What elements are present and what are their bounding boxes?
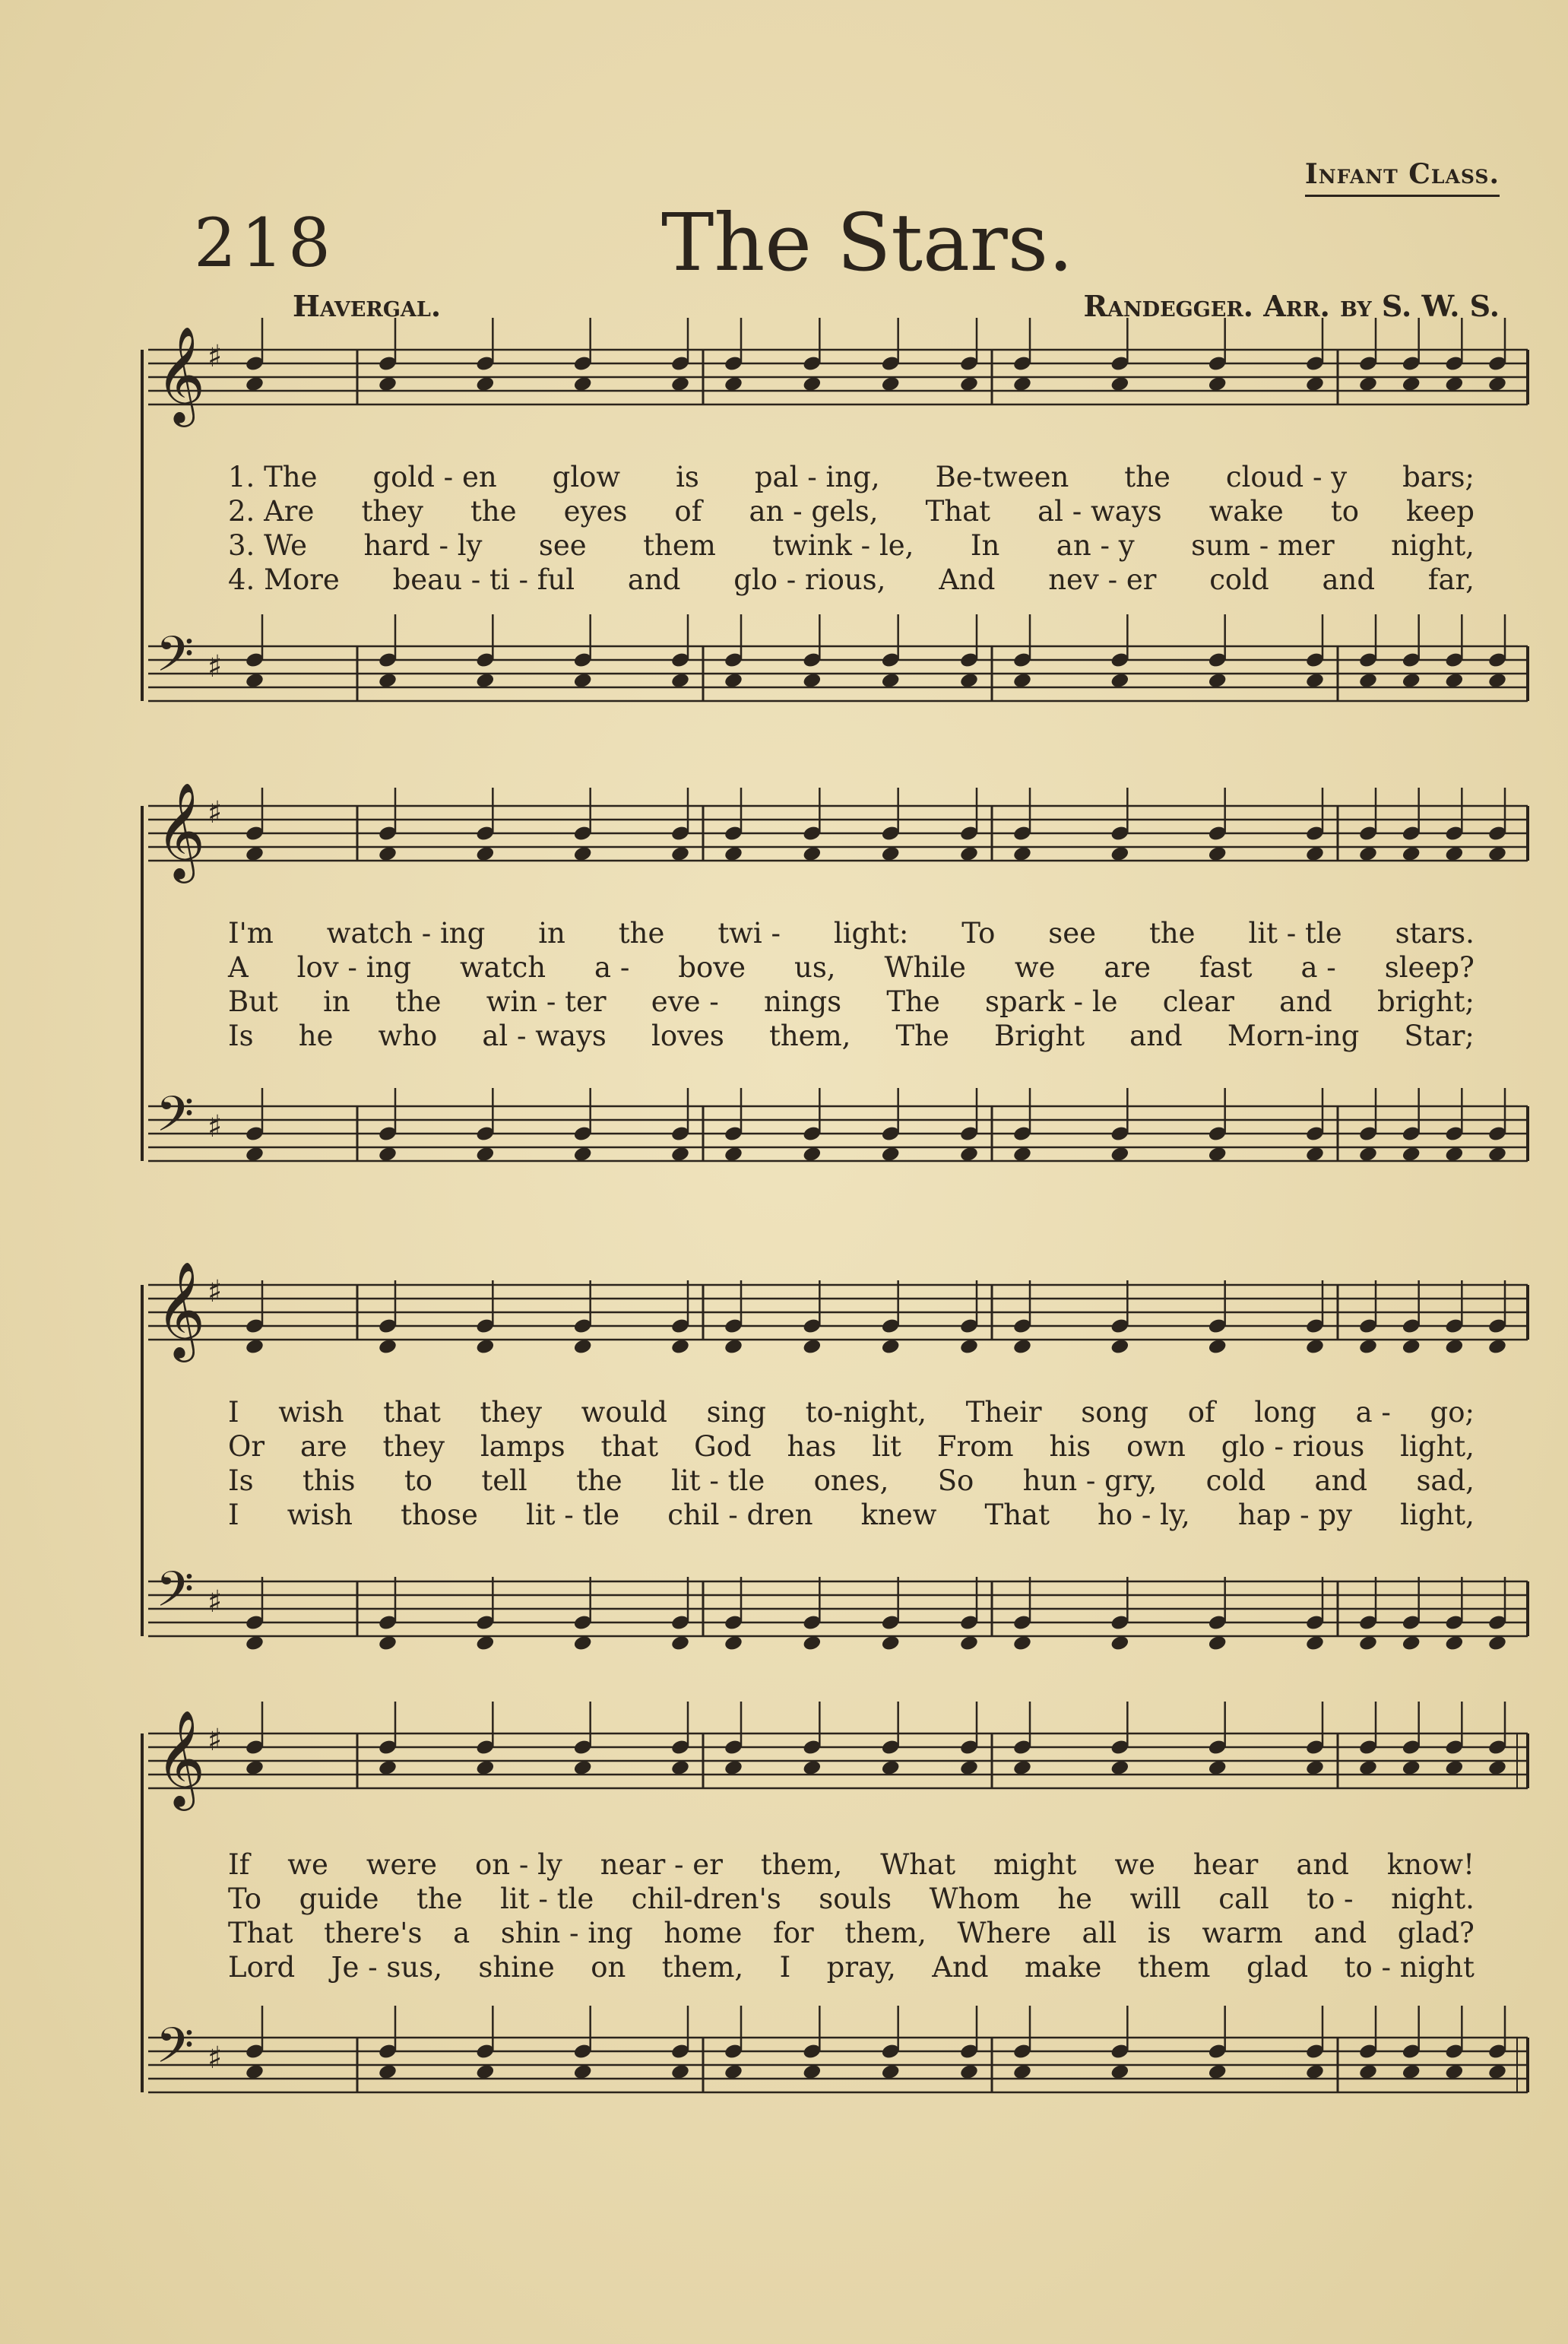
lyric-syllable: That: [984, 1499, 1050, 1531]
lyric-syllable: pray,: [826, 1951, 896, 1984]
lyric-syllable: souls: [819, 1882, 892, 1915]
hymn-number: 218: [194, 204, 335, 282]
lyric-syllable: lamps: [480, 1430, 565, 1463]
lyric-syllable: hear: [1193, 1848, 1259, 1881]
lyric-syllable: song: [1081, 1396, 1149, 1429]
lyric-syllable: his: [1049, 1430, 1091, 1463]
lyric-syllable: on - ly: [474, 1848, 562, 1881]
lyric-syllable: lit - tle: [526, 1499, 620, 1531]
lyric-syllable: and: [1296, 1848, 1349, 1881]
lyric-syllable: chil - dren: [667, 1499, 813, 1531]
composer-credit: Randegger. Arr. by S. W. S.: [1083, 289, 1500, 323]
lyric-syllable: who: [378, 1020, 438, 1052]
lyric-syllable: bright;: [1376, 985, 1475, 1018]
lyric-syllable: That: [228, 1917, 293, 1949]
lyrics-system-3: [228, 1395, 1475, 1532]
lyric-syllable: this: [302, 1464, 356, 1497]
lyrics-system-2: [228, 916, 1475, 1053]
lyric-syllable: a -: [594, 951, 630, 984]
lyric-syllable: the: [1124, 461, 1170, 493]
lyric-line: [228, 1429, 1475, 1464]
lyric-syllable: Be-tween: [935, 461, 1069, 493]
lyric-syllable: In: [970, 529, 1000, 562]
lyric-syllable: glow: [552, 461, 621, 493]
lyric-syllable: call: [1218, 1882, 1269, 1915]
treble-clef: 𝄞: [156, 782, 206, 879]
lyric-syllable: are: [1104, 951, 1151, 984]
lyric-syllable: all: [1082, 1917, 1117, 1949]
lyric-syllable: know!: [1386, 1848, 1475, 1881]
lyric-syllable: eve -: [651, 985, 719, 1018]
lyric-syllable: chil-dren's: [631, 1882, 781, 1915]
lyric-syllable: in: [323, 985, 350, 1018]
treble-clef: 𝄞: [156, 1261, 206, 1358]
lyric-syllable: sing: [706, 1396, 766, 1429]
lyric-syllable: were: [366, 1848, 437, 1881]
lyric-syllable: sum - mer: [1191, 529, 1335, 562]
lyric-syllable: guide: [299, 1882, 379, 1915]
lyric-syllable: Their: [965, 1396, 1042, 1429]
lyric-syllable: are: [299, 1430, 347, 1463]
lyric-syllable: an - gels,: [749, 495, 879, 528]
lyric-syllable: go;: [1430, 1396, 1475, 1429]
lyric-syllable: and: [1314, 1464, 1368, 1497]
lyric-line: [228, 1019, 1475, 1053]
lyric-syllable: is: [676, 461, 699, 493]
lyric-syllable: wake: [1208, 495, 1284, 528]
lyric-syllable: a: [453, 1917, 470, 1949]
bass-clef: 𝄢: [156, 1086, 195, 1155]
lyric-syllable: and: [1322, 563, 1376, 596]
lyric-line: [228, 950, 1475, 985]
lyric-line: [228, 563, 1475, 597]
lyric-syllable: an - y: [1056, 529, 1135, 562]
lyric-syllable: the: [394, 985, 442, 1018]
lyric-syllable: Je - sus,: [331, 1951, 442, 1984]
lyric-syllable: warm: [1202, 1917, 1283, 1949]
lyric-syllable: us,: [794, 951, 836, 984]
lyric-syllable: fast: [1199, 951, 1253, 984]
lyric-syllable: twink - le,: [772, 529, 914, 562]
lyric-syllable: lit - tle: [500, 1882, 594, 1915]
lyric-syllable: them,: [768, 1020, 851, 1052]
lyric-syllable: of: [674, 495, 702, 528]
lyric-syllable: that: [383, 1396, 441, 1429]
lyric-syllable: al - ways: [1037, 495, 1162, 528]
lyric-syllable: 3. We: [228, 529, 307, 562]
lyric-syllable: watch - ing: [326, 917, 486, 950]
lyric-syllable: a -: [1300, 951, 1336, 984]
lyric-syllable: Morn-ing: [1227, 1020, 1360, 1052]
lyric-syllable: see: [1048, 917, 1097, 950]
lyric-syllable: And: [939, 563, 996, 596]
lyric-syllable: Is: [228, 1464, 254, 1497]
lyric-syllable: hap - py: [1237, 1499, 1352, 1531]
lyric-syllable: From: [936, 1430, 1014, 1463]
lyric-syllable: twi -: [717, 917, 781, 950]
lyric-syllable: gold - en: [372, 461, 497, 493]
lyric-syllable: ho - ly,: [1098, 1499, 1190, 1531]
lyric-syllable: lit - tle: [1248, 917, 1342, 950]
lyric-syllable: Star;: [1404, 1020, 1475, 1052]
lyrics-system-1: [228, 460, 1475, 597]
lyric-line: [228, 494, 1475, 528]
section-label: Infant Class.: [1305, 158, 1500, 197]
lyric-syllable: ones,: [813, 1464, 889, 1497]
lyric-syllable: to - night: [1344, 1951, 1475, 1984]
lyric-syllable: If: [228, 1848, 250, 1881]
key-signature-sharp: ♯: [207, 649, 223, 684]
lyric-syllable: To: [228, 1882, 262, 1915]
lyric-syllable: al - ways: [482, 1020, 607, 1052]
lyric-syllable: watch: [459, 951, 546, 984]
lyric-syllable: What: [880, 1848, 956, 1881]
lyric-syllable: to -: [1307, 1882, 1354, 1915]
lyric-syllable: I: [228, 1396, 239, 1429]
lyric-syllable: to: [1330, 495, 1359, 528]
lyric-syllable: and: [1313, 1917, 1367, 1949]
lyric-syllable: But: [228, 985, 278, 1018]
lyric-syllable: To: [961, 917, 996, 950]
lyric-syllable: glad?: [1397, 1917, 1475, 1949]
lyric-line: [228, 1395, 1475, 1429]
lyric-syllable: he: [1057, 1882, 1093, 1915]
lyric-syllable: we: [1114, 1848, 1155, 1881]
lyric-syllable: them: [643, 529, 716, 562]
lyric-syllable: The: [886, 985, 940, 1018]
lyric-syllable: light,: [1400, 1499, 1475, 1531]
lyric-syllable: pal - ing,: [754, 461, 880, 493]
lyric-syllable: shine: [478, 1951, 555, 1984]
lyric-syllable: to: [404, 1464, 432, 1497]
lyric-syllable: Bright: [993, 1020, 1085, 1052]
lyric-syllable: night.: [1391, 1882, 1475, 1915]
lyric-syllable: 1. The: [228, 461, 318, 493]
lyric-syllable: own: [1126, 1430, 1186, 1463]
lyric-syllable: we: [1014, 951, 1056, 984]
lyric-syllable: them,: [661, 1951, 744, 1984]
treble-clef: 𝄞: [156, 1709, 206, 1806]
lyric-line: [228, 1950, 1475, 1984]
lyric-syllable: cold: [1205, 1464, 1266, 1497]
lyric-syllable: light,: [1400, 1430, 1475, 1463]
treble-clef: 𝄞: [156, 325, 206, 423]
lyric-syllable: Whom: [929, 1882, 1020, 1915]
lyric-syllable: near - er: [600, 1848, 723, 1881]
lyric-syllable: So: [937, 1464, 974, 1497]
key-signature-sharp: ♯: [207, 1584, 223, 1619]
lyric-line: [228, 460, 1475, 494]
lyric-syllable: lit: [872, 1430, 901, 1463]
lyric-syllable: cloud - y: [1225, 461, 1348, 493]
lyric-syllable: and: [1279, 985, 1332, 1018]
lyric-syllable: light:: [833, 917, 909, 950]
lyric-line: [228, 916, 1475, 950]
lyric-syllable: I'm: [228, 917, 274, 950]
lyric-syllable: beau - ti - ful: [392, 563, 575, 596]
lyric-syllable: for: [773, 1917, 814, 1949]
lyric-syllable: the: [618, 917, 665, 950]
lyric-syllable: those: [401, 1499, 478, 1531]
lyric-syllable: win - ter: [486, 985, 607, 1018]
lyric-syllable: The: [895, 1020, 949, 1052]
lyric-syllable: that: [600, 1430, 659, 1463]
lyric-syllable: home: [664, 1917, 743, 1949]
lyric-line: [228, 1916, 1475, 1950]
key-signature-sharp: ♯: [207, 795, 223, 830]
lyric-syllable: see: [538, 529, 587, 562]
lyrics-system-4: [228, 1848, 1475, 1984]
lyric-syllable: glad: [1246, 1951, 1309, 1984]
lyric-syllable: and: [1129, 1020, 1183, 1052]
lyric-syllable: there's: [324, 1917, 423, 1949]
lyric-syllable: knew: [860, 1499, 937, 1531]
lyric-syllable: A: [228, 951, 249, 984]
lyric-syllable: hard - ly: [363, 529, 483, 562]
lyric-syllable: Is: [228, 1020, 254, 1052]
lyric-syllable: the: [417, 1882, 463, 1915]
lyric-syllable: spark - le: [984, 985, 1118, 1018]
bass-clef: 𝄢: [156, 2018, 195, 2086]
lyric-syllable: the: [576, 1464, 622, 1497]
bass-clef: 𝄢: [156, 1562, 195, 1630]
lyric-syllable: on: [591, 1951, 626, 1984]
lyric-syllable: And: [932, 1951, 989, 1984]
lyric-syllable: bove: [678, 951, 746, 984]
lyric-syllable: would: [581, 1396, 667, 1429]
lyric-syllable: I: [779, 1951, 791, 1984]
lyric-syllable: sad,: [1416, 1464, 1475, 1497]
lyric-syllable: the: [1148, 917, 1196, 950]
lyric-syllable: to-night,: [805, 1396, 927, 1429]
lyric-syllable: long: [1254, 1396, 1316, 1429]
lyric-syllable: That: [925, 495, 991, 528]
lyric-syllable: a -: [1355, 1396, 1391, 1429]
lyric-syllable: Or: [228, 1430, 265, 1463]
lyric-syllable: clear: [1162, 985, 1234, 1018]
lyric-syllable: eyes: [563, 495, 628, 528]
lyric-line: [228, 1464, 1475, 1498]
lyric-syllable: Where: [957, 1917, 1051, 1949]
lyric-syllable: night,: [1391, 529, 1475, 562]
lyric-syllable: lov - ing: [296, 951, 412, 984]
lyric-syllable: loves: [651, 1020, 724, 1052]
lyric-syllable: cold: [1209, 563, 1269, 596]
lyric-syllable: they: [382, 1430, 445, 1463]
lyric-syllable: in: [538, 917, 565, 950]
lyric-syllable: shin - ing: [500, 1917, 633, 1949]
lyric-syllable: far,: [1427, 563, 1475, 596]
lyric-syllable: tell: [481, 1464, 527, 1497]
key-signature-sharp: ♯: [207, 2041, 223, 2076]
lyric-syllable: God: [694, 1430, 752, 1463]
lyric-syllable: might: [993, 1848, 1077, 1881]
lyric-line: [228, 1498, 1475, 1532]
lyric-syllable: them,: [844, 1917, 927, 1949]
lyric-syllable: lit - tle: [671, 1464, 765, 1497]
lyric-syllable: 2. Are: [228, 495, 315, 528]
key-signature-sharp: ♯: [207, 339, 223, 374]
lyric-syllable: stars.: [1395, 917, 1475, 950]
lyric-syllable: make: [1024, 1951, 1102, 1984]
lyric-syllable: them,: [760, 1848, 843, 1881]
lyric-line: [228, 1848, 1475, 1882]
lyric-syllable: While: [884, 951, 966, 984]
lyric-syllable: nings: [763, 985, 842, 1018]
lyric-syllable: I: [228, 1499, 239, 1531]
lyric-line: [228, 528, 1475, 563]
lyric-syllable: glo - rious: [1221, 1430, 1365, 1463]
lyric-syllable: is: [1147, 1917, 1171, 1949]
lyric-syllable: has: [787, 1430, 837, 1463]
lyric-syllable: they: [480, 1396, 543, 1429]
lyric-syllable: of: [1187, 1396, 1215, 1429]
key-signature-sharp: ♯: [207, 1274, 223, 1309]
lyric-syllable: keep: [1406, 495, 1475, 528]
lyric-syllable: them: [1137, 1951, 1211, 1984]
lyric-line: [228, 985, 1475, 1019]
lyric-syllable: hun - gry,: [1022, 1464, 1158, 1497]
lyric-syllable: wish: [278, 1396, 344, 1429]
hymn-title: The Stars.: [661, 196, 1074, 289]
bass-clef: 𝄢: [156, 626, 195, 695]
lyric-syllable: bars;: [1402, 461, 1475, 493]
lyric-syllable: sleep?: [1384, 951, 1475, 984]
key-signature-sharp: ♯: [207, 1723, 223, 1758]
lyric-syllable: Lord: [228, 1951, 296, 1984]
lyric-syllable: we: [287, 1848, 328, 1881]
lyric-syllable: he: [298, 1020, 334, 1052]
lyric-syllable: will: [1129, 1882, 1181, 1915]
lyric-syllable: they: [361, 495, 423, 528]
key-signature-sharp: ♯: [207, 1109, 223, 1144]
lyric-syllable: and: [627, 563, 681, 596]
lyric-syllable: nev - er: [1048, 563, 1157, 596]
lyric-syllable: wish: [287, 1499, 353, 1531]
lyric-syllable: the: [470, 495, 517, 528]
lyric-syllable: glo - rious,: [733, 563, 886, 596]
author-credit: Havergal.: [293, 289, 442, 323]
lyric-line: [228, 1882, 1475, 1916]
lyric-syllable: 4. More: [228, 563, 340, 596]
